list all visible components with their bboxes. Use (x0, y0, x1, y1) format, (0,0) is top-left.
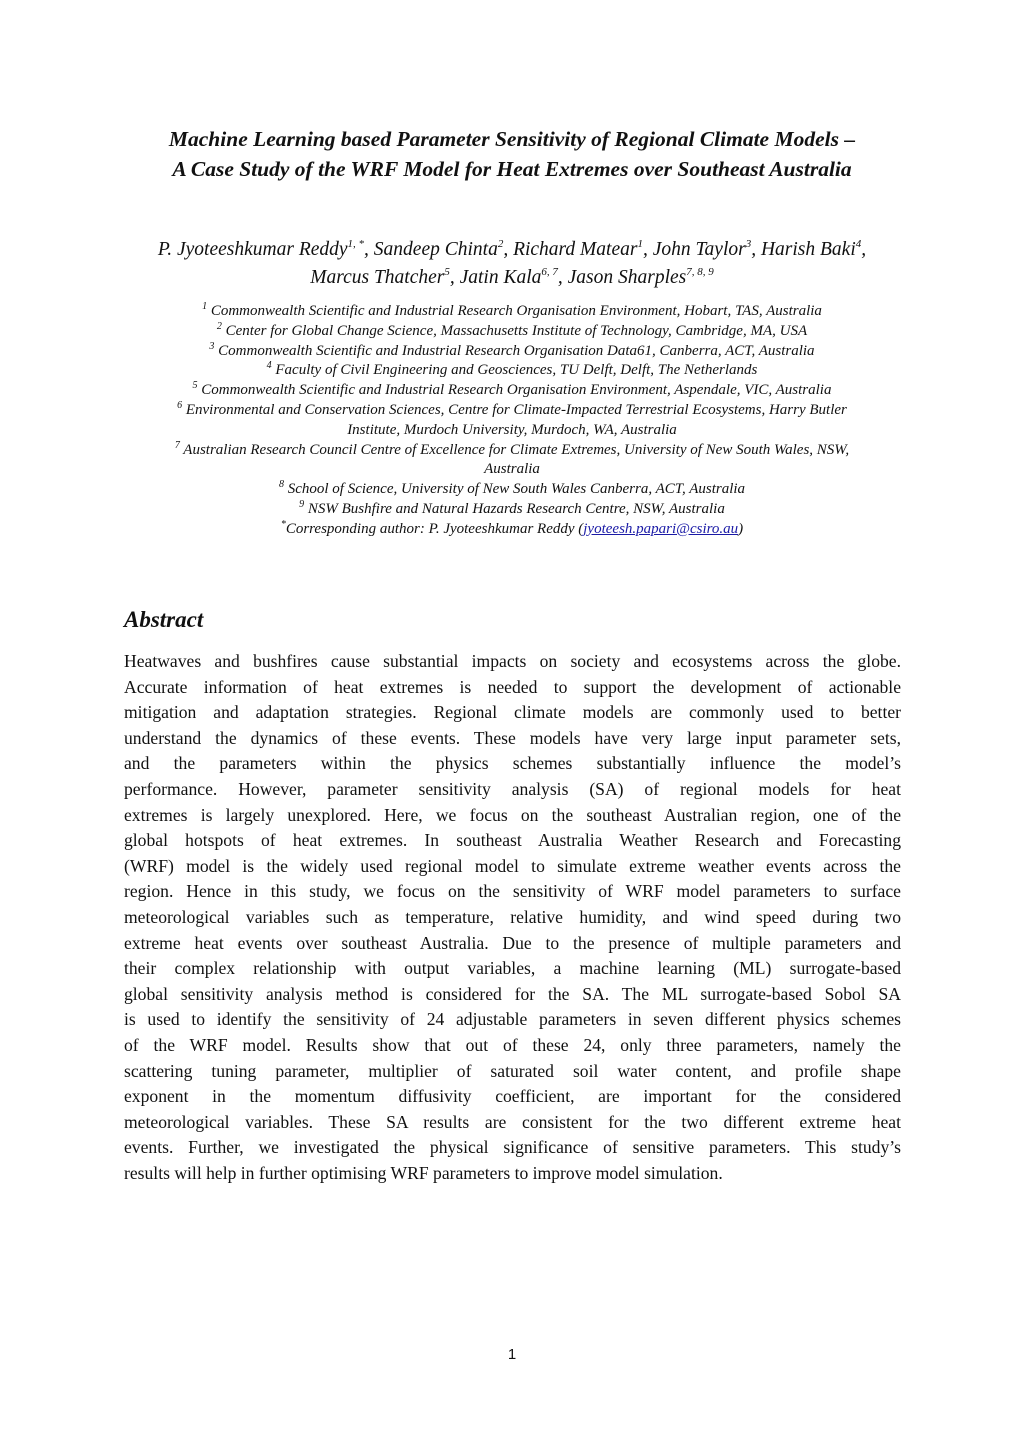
abstract-line: performance. However, parameter sensitivity analysis (SA) of regional models for heat (124, 778, 901, 799)
abstract-heading: Abstract (124, 607, 204, 632)
affiliation-number: 1 (202, 301, 208, 312)
affiliation (100, 401, 924, 421)
abstract-line: meteorological variables such as temperature, relative humidity, and wind speed during two (124, 906, 901, 927)
affiliation-text: Commonwealth Scientific and Industrial Research Organisation Environment, Aspendale, VIC, Australia (201, 382, 832, 399)
author-name: Jatin Kala (459, 267, 542, 288)
affiliation (100, 381, 924, 401)
author-affil-marker: 7, 8, 9 (686, 265, 714, 278)
affiliation-number: 8 (278, 479, 284, 491)
affiliation-text: Commonwealth Scientific and Industrial Research Organisation Environment, Hobart, TAS, Australia (210, 303, 822, 319)
abstract-line: results will help in further optimising WRF parameters to improve model simulation. (124, 1162, 723, 1183)
affiliation-number: 7 (174, 439, 180, 451)
corresponding-marker: * (280, 518, 286, 530)
author-name: P. Jyoteeshkumar Reddy (157, 239, 348, 260)
abstract-line: extreme heat events over southeast Australia. Due to the presence of multiple parameters and (124, 932, 901, 953)
author-name: Jason Sharples (567, 267, 687, 288)
abstract-line: exponent in the momentum diffusivity coefficient, are important for the considered (124, 1086, 901, 1107)
affiliation (100, 441, 924, 461)
abstract-line: extremes is largely unexplored. Here, we focus on the southeast Australian region, one of the (124, 804, 901, 825)
author-line-1 (100, 236, 924, 264)
author-name: Sandeep Chinta (373, 239, 498, 260)
paper-title (110, 124, 914, 184)
affiliation (100, 361, 924, 381)
affiliation-text: Faculty of Civil Engineering and Geosciences, TU Delft, Delft, The Netherlands (275, 362, 758, 379)
author-affil-marker: 5 (444, 265, 450, 278)
affiliation (100, 480, 924, 500)
author-affil-marker: 4 (855, 237, 862, 250)
author-name: Richard Matear (513, 239, 638, 260)
author-line-2 (100, 264, 924, 292)
affiliation-number: 5 (192, 380, 198, 392)
abstract-line: their complex relationship with output variables, a machine learning (ML) surrogate-based (124, 958, 901, 979)
affiliation-list (100, 302, 924, 540)
affiliation-text: Center for Global Change Science, Massachusetts Institute of Technology, Cambridge, MA, USA (225, 322, 808, 339)
author-separator: , (503, 239, 514, 260)
affiliation-number: 6 (177, 399, 183, 411)
affiliation-continuation: Australia (484, 461, 540, 478)
abstract-line: and the parameters within the physics schemes substantially influence the model’s (124, 753, 901, 774)
author-separator: , (364, 239, 374, 260)
affiliation-text: NSW Bushfire and Natural Hazards Research Centre, NSW, Australia (307, 500, 725, 517)
corresponding-text: Corresponding author: P. Jyoteeshkumar Reddy ( (285, 520, 584, 537)
author-name: Marcus Thatcher (310, 267, 445, 288)
author-separator: , (642, 239, 653, 260)
corresponding-author (100, 520, 924, 540)
abstract-line: Heatwaves and bushfires cause substantial impacts on society and ecosystems across the globe. (124, 651, 901, 671)
abstract-line: scattering tuning parameter, multiplier of saturated soil water content, and profile shape (124, 1060, 901, 1081)
affiliation-text: Australian Research Council Centre of Excellence for Climate Extremes, University of New South Wales, NSW, (183, 441, 850, 458)
abstract-line: Accurate information of heat extremes is needed to support the development of actionable (124, 676, 901, 697)
author-affil-marker: 2 (497, 237, 504, 250)
affiliation (100, 500, 924, 520)
affiliation-text: School of Science, University of New South Wales Canberra, ACT, Australia (287, 481, 746, 498)
abstract-line: mitigation and adaptation strategies. Regional climate models are commonly used to better (124, 702, 901, 723)
author-separator: , (449, 267, 460, 288)
affiliation (100, 302, 924, 322)
author-affil-marker: 1, * (347, 237, 365, 250)
page-number: 1 (507, 1346, 517, 1363)
title-line-1: Machine Learning based Parameter Sensitivity of Regional Climate Models – (168, 127, 856, 151)
abstract-body (124, 649, 901, 1186)
affiliation-number: 9 (299, 498, 305, 510)
affiliation-continuation: Institute, Murdoch University, Murdoch, WA, Australia (347, 421, 677, 438)
abstract-line: global sensitivity analysis method is considered for the SA. The ML surrogate-based Sobol SA (124, 983, 901, 1004)
author-separator: , (557, 267, 568, 288)
affiliation (100, 322, 924, 342)
corresponding-email-link[interactable]: jyoteesh.papari@csiro.au (583, 520, 739, 537)
author-list (100, 236, 924, 292)
author-affil-marker: 6, 7 (541, 265, 558, 278)
corresponding-close: ) (738, 520, 744, 537)
title-line-2: A Case Study of the WRF Model for Heat Extremes over Southeast Australia (172, 157, 852, 181)
affiliation (100, 342, 924, 362)
author-name: Harish Baki (760, 239, 856, 260)
affiliation-number: 2 (216, 320, 222, 332)
abstract-line: global hotspots of heat extremes. In southeast Australia Weather Research and Forecasting (124, 830, 901, 851)
abstract-line: events. Further, we investigated the physical significance of sensitive parameters. This study’s (124, 1137, 901, 1158)
author-name: John Taylor (652, 239, 746, 260)
author-affil-marker: 3 (745, 237, 752, 250)
abstract-line: (WRF) model is the widely used regional model to simulate extreme weather events across the (124, 855, 901, 876)
author-separator: , (751, 239, 761, 260)
abstract-line: of the WRF model. Results show that out of these 24, only three parameters, namely the (124, 1034, 901, 1055)
affiliation-number: 4 (266, 360, 272, 372)
affiliation-text: Commonwealth Scientific and Industrial Research Organisation Data61, Canberra, ACT, Australia (218, 342, 815, 359)
author-separator: , (861, 239, 867, 260)
affiliation-number: 3 (209, 340, 215, 352)
affiliation-text: Environmental and Conservation Sciences, Centre for Climate-Impacted Terrestrial Ecosystems, Harry Butler (185, 401, 847, 418)
author-affil-marker: 1 (637, 237, 643, 250)
abstract-line: is used to identify the sensitivity of 24 adjustable parameters in seven different physics schemes (124, 1009, 901, 1030)
abstract-line: region. Hence in this study, we focus on the sensitivity of WRF model parameters to surface (124, 881, 901, 902)
abstract-line: understand the dynamics of these events. These models have very large input parameter sets, (124, 727, 901, 748)
abstract-line: meteorological variables. These SA results are consistent for the two different extreme heat (124, 1111, 901, 1132)
